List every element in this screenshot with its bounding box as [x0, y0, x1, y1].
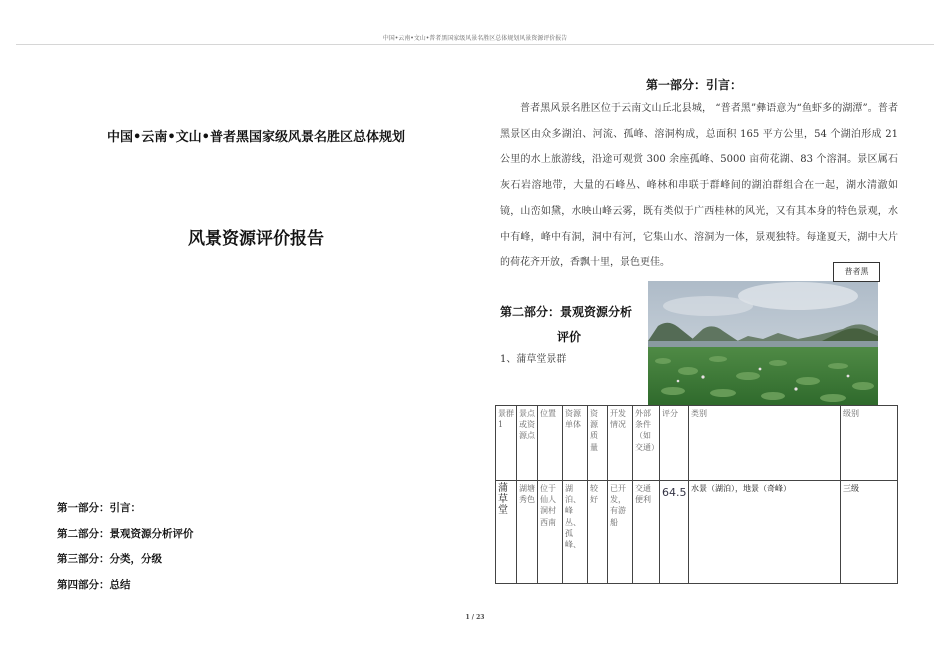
section2-heading [500, 300, 646, 350]
th-spot: 景点或资源点 [517, 406, 538, 481]
page-number: 1 / 23 [465, 614, 485, 621]
cell-spot: 湖塘秀色 [517, 481, 538, 584]
photo-caption: 普者黑 [833, 262, 880, 282]
lotus-lake-photo [648, 281, 878, 405]
cell-location: 位于仙人洞村西南 [538, 481, 563, 584]
document-subtitle: 风景资源评价报告 [188, 229, 324, 249]
running-header: 中国•云南•文山•普者黑国家级风景名胜区总体规划风景资源评价报告 [382, 35, 568, 42]
resource-evaluation-table [495, 405, 898, 584]
section2-heading-line1: 第二部分：景观资源分析 [500, 305, 633, 319]
table-row [496, 481, 898, 584]
th-location: 位置 [538, 406, 563, 481]
cell-quality: 较好 [588, 481, 608, 584]
subsection-heading: 1、蒲草堂景群 [500, 354, 567, 365]
cell-grade: 三级 [841, 481, 898, 584]
table-of-contents [57, 500, 194, 602]
header-rule [16, 44, 934, 45]
toc-item-3[interactable]: 第三部分：分类，分级 [57, 553, 162, 566]
th-quality: 资源质量 [588, 406, 608, 481]
th-score: 评分 [660, 406, 689, 481]
section1-heading: 第一部分：引言： [646, 78, 743, 92]
section2-heading-line2: 评价 [557, 330, 582, 344]
intro-paragraph: 普者黑风景名胜区位于云南文山丘北县城， “普者黑”彝语意为“鱼虾多的湖潭”。普者黑景区由众多湖泊、河流、孤峰、溶洞构成，总面积 165 平方公里，54 个湖泊形成 21 公里的水上旅游线，沿途可观赏 300 余座孤峰、5000 亩荷花湖、83 个溶洞。景区属石灰石岩溶地带，大量的石峰丛、峰林和串联于群峰间的湖泊群组合在一起，湖水清澈如镜，山峦如黛，水映山峰云雾，既有类似于广西桂林的风光，又有其本身的特色景观，水中有峰，峰中有洞，洞中有河，它集山水、溶洞为一体，景观独特。每逢夏天，湖中大片的荷花齐开放，香飘十里，景色更佳。 [500, 103, 898, 269]
th-category: 类别 [689, 406, 841, 481]
toc-item-4[interactable]: 第四部分：总结 [57, 578, 131, 591]
document-title: 中国•云南•文山•普者黑国家级风景名胜区总体规划 [107, 130, 405, 145]
th-external: 外部条件（如交通） [633, 406, 660, 481]
toc-item-1[interactable]: 第一部分：引言： [57, 502, 141, 514]
th-grade: 级别 [841, 406, 898, 481]
toc-item-2[interactable]: 第二部分：景观资源分析评价 [57, 527, 194, 540]
th-unit: 资源单体 [563, 406, 588, 481]
cell-score: 64.5 [660, 481, 689, 584]
cell-group: 蒲草堂 [496, 481, 517, 584]
th-group: 景群1 [496, 406, 517, 481]
th-development: 开发情况 [608, 406, 633, 481]
cell-development: 已开发，有游船 [608, 481, 633, 584]
cell-unit: 湖泊、峰丛、孤峰、 [563, 481, 588, 584]
cell-external: 交通便利 [633, 481, 660, 584]
table-header-row [496, 406, 898, 481]
cell-category: 水景（湖泊），地景（奇峰） [689, 481, 841, 584]
